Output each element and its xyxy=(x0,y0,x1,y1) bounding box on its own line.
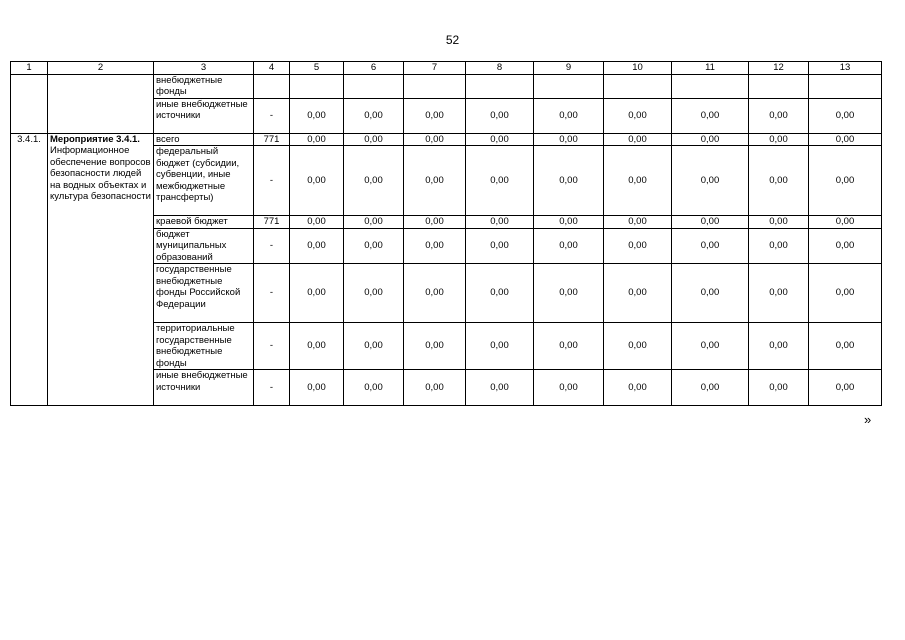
amount-cell: 0,00 xyxy=(290,98,344,133)
column-header-12: 12 xyxy=(749,62,809,75)
amount-cell: 0,00 xyxy=(404,264,466,323)
budget-code: - xyxy=(254,146,290,216)
amount-cell: 0,00 xyxy=(466,228,534,264)
amount-cell: 0,00 xyxy=(672,98,749,133)
amount-cell: 0,00 xyxy=(344,133,404,146)
measure-description: Информационное обеспечение вопросов безопасности людей на водных объектах и культура безопасности xyxy=(50,145,151,202)
column-header-3: 3 xyxy=(154,62,254,75)
amount-cell: 0,00 xyxy=(604,216,672,229)
column-header-5: 5 xyxy=(290,62,344,75)
amount-cell: 0,00 xyxy=(534,264,604,323)
budget-code: - xyxy=(254,370,290,406)
amount-cell xyxy=(344,74,404,98)
amount-cell: 0,00 xyxy=(290,370,344,406)
budget-code: - xyxy=(254,323,290,370)
amount-cell: 0,00 xyxy=(290,133,344,146)
funding-source: территориальные государственные внебюджетные фонды xyxy=(154,323,254,370)
amount-cell: 0,00 xyxy=(749,323,809,370)
amount-cell: 0,00 xyxy=(344,216,404,229)
closing-quote: » xyxy=(864,412,872,427)
amount-cell: 0,00 xyxy=(344,323,404,370)
table-row xyxy=(11,133,882,146)
amount-cell: 0,00 xyxy=(749,264,809,323)
amount-cell: 0,00 xyxy=(672,216,749,229)
budget-code: - xyxy=(254,228,290,264)
amount-cell xyxy=(404,74,466,98)
amount-cell: 0,00 xyxy=(749,228,809,264)
column-header-6: 6 xyxy=(344,62,404,75)
row-number-cell xyxy=(11,74,48,133)
amount-cell: 0,00 xyxy=(672,323,749,370)
funding-source: федеральный бюджет (субсидии, субвенции, иные межбюджетные трансферты) xyxy=(154,146,254,216)
budget-code: - xyxy=(254,98,290,133)
amount-cell: 0,00 xyxy=(404,228,466,264)
amount-cell: 0,00 xyxy=(809,216,882,229)
column-header-4: 4 xyxy=(254,62,290,75)
amount-cell: 0,00 xyxy=(672,370,749,406)
measure-number: 3.4.1. xyxy=(11,133,48,406)
amount-cell: 0,00 xyxy=(466,146,534,216)
table-row xyxy=(11,74,882,98)
amount-cell: 0,00 xyxy=(534,228,604,264)
amount-cell: 0,00 xyxy=(534,370,604,406)
funding-source: всего xyxy=(154,133,254,146)
amount-cell: 0,00 xyxy=(404,323,466,370)
amount-cell xyxy=(749,74,809,98)
measure-name-cell xyxy=(48,74,154,133)
amount-cell: 0,00 xyxy=(466,370,534,406)
column-header-9: 9 xyxy=(534,62,604,75)
amount-cell: 0,00 xyxy=(290,323,344,370)
amount-cell: 0,00 xyxy=(466,133,534,146)
amount-cell xyxy=(290,74,344,98)
amount-cell: 0,00 xyxy=(404,98,466,133)
amount-cell: 0,00 xyxy=(534,133,604,146)
budget-table xyxy=(10,61,882,406)
amount-cell: 0,00 xyxy=(672,133,749,146)
amount-cell: 0,00 xyxy=(672,264,749,323)
measure-name-cell xyxy=(48,133,154,406)
funding-source: внебюджетные фонды xyxy=(154,74,254,98)
amount-cell: 0,00 xyxy=(604,323,672,370)
budget-code: 771 xyxy=(254,133,290,146)
amount-cell: 0,00 xyxy=(749,133,809,146)
amount-cell: 0,00 xyxy=(534,146,604,216)
amount-cell: 0,00 xyxy=(290,264,344,323)
amount-cell: 0,00 xyxy=(809,133,882,146)
amount-cell: 0,00 xyxy=(290,228,344,264)
funding-source: краевой бюджет xyxy=(154,216,254,229)
amount-cell xyxy=(672,74,749,98)
amount-cell: 0,00 xyxy=(290,216,344,229)
amount-cell: 0,00 xyxy=(404,133,466,146)
amount-cell: 0,00 xyxy=(749,98,809,133)
column-header-1: 1 xyxy=(11,62,48,75)
amount-cell: 0,00 xyxy=(290,146,344,216)
budget-code: - xyxy=(254,264,290,323)
amount-cell: 0,00 xyxy=(809,146,882,216)
amount-cell xyxy=(534,74,604,98)
amount-cell: 0,00 xyxy=(466,98,534,133)
amount-cell: 0,00 xyxy=(749,146,809,216)
amount-cell: 0,00 xyxy=(534,323,604,370)
amount-cell: 0,00 xyxy=(534,216,604,229)
amount-cell: 0,00 xyxy=(466,323,534,370)
column-header-7: 7 xyxy=(404,62,466,75)
amount-cell: 0,00 xyxy=(809,264,882,323)
column-header-11: 11 xyxy=(672,62,749,75)
amount-cell: 0,00 xyxy=(672,228,749,264)
amount-cell xyxy=(466,74,534,98)
amount-cell: 0,00 xyxy=(604,98,672,133)
amount-cell: 0,00 xyxy=(604,133,672,146)
funding-source: бюджет муниципальных образований xyxy=(154,228,254,264)
amount-cell xyxy=(604,74,672,98)
funding-source: иные внебюджетные источники xyxy=(154,98,254,133)
budget-code: 771 xyxy=(254,216,290,229)
amount-cell: 0,00 xyxy=(672,146,749,216)
amount-cell: 0,00 xyxy=(604,228,672,264)
amount-cell: 0,00 xyxy=(809,370,882,406)
budget-code xyxy=(254,74,290,98)
amount-cell: 0,00 xyxy=(466,264,534,323)
amount-cell: 0,00 xyxy=(534,98,604,133)
column-header-8: 8 xyxy=(466,62,534,75)
amount-cell xyxy=(809,74,882,98)
page-number: 52 xyxy=(445,33,460,47)
amount-cell: 0,00 xyxy=(344,228,404,264)
amount-cell: 0,00 xyxy=(604,264,672,323)
amount-cell: 0,00 xyxy=(809,323,882,370)
amount-cell: 0,00 xyxy=(404,370,466,406)
funding-source: государственные внебюджетные фонды Российской Федерации xyxy=(154,264,254,323)
funding-source: иные внебюджетные источники xyxy=(154,370,254,406)
amount-cell: 0,00 xyxy=(604,370,672,406)
amount-cell: 0,00 xyxy=(344,98,404,133)
amount-cell: 0,00 xyxy=(344,264,404,323)
amount-cell: 0,00 xyxy=(344,146,404,216)
amount-cell: 0,00 xyxy=(809,228,882,264)
column-header-13: 13 xyxy=(809,62,882,75)
amount-cell: 0,00 xyxy=(809,98,882,133)
amount-cell: 0,00 xyxy=(604,146,672,216)
amount-cell: 0,00 xyxy=(466,216,534,229)
amount-cell: 0,00 xyxy=(404,216,466,229)
amount-cell: 0,00 xyxy=(344,370,404,406)
amount-cell: 0,00 xyxy=(749,370,809,406)
column-header-10: 10 xyxy=(604,62,672,75)
amount-cell: 0,00 xyxy=(749,216,809,229)
column-header-2: 2 xyxy=(48,62,154,75)
header-row xyxy=(11,62,882,75)
measure-title: Мероприятие 3.4.1. xyxy=(50,133,140,145)
amount-cell: 0,00 xyxy=(404,146,466,216)
